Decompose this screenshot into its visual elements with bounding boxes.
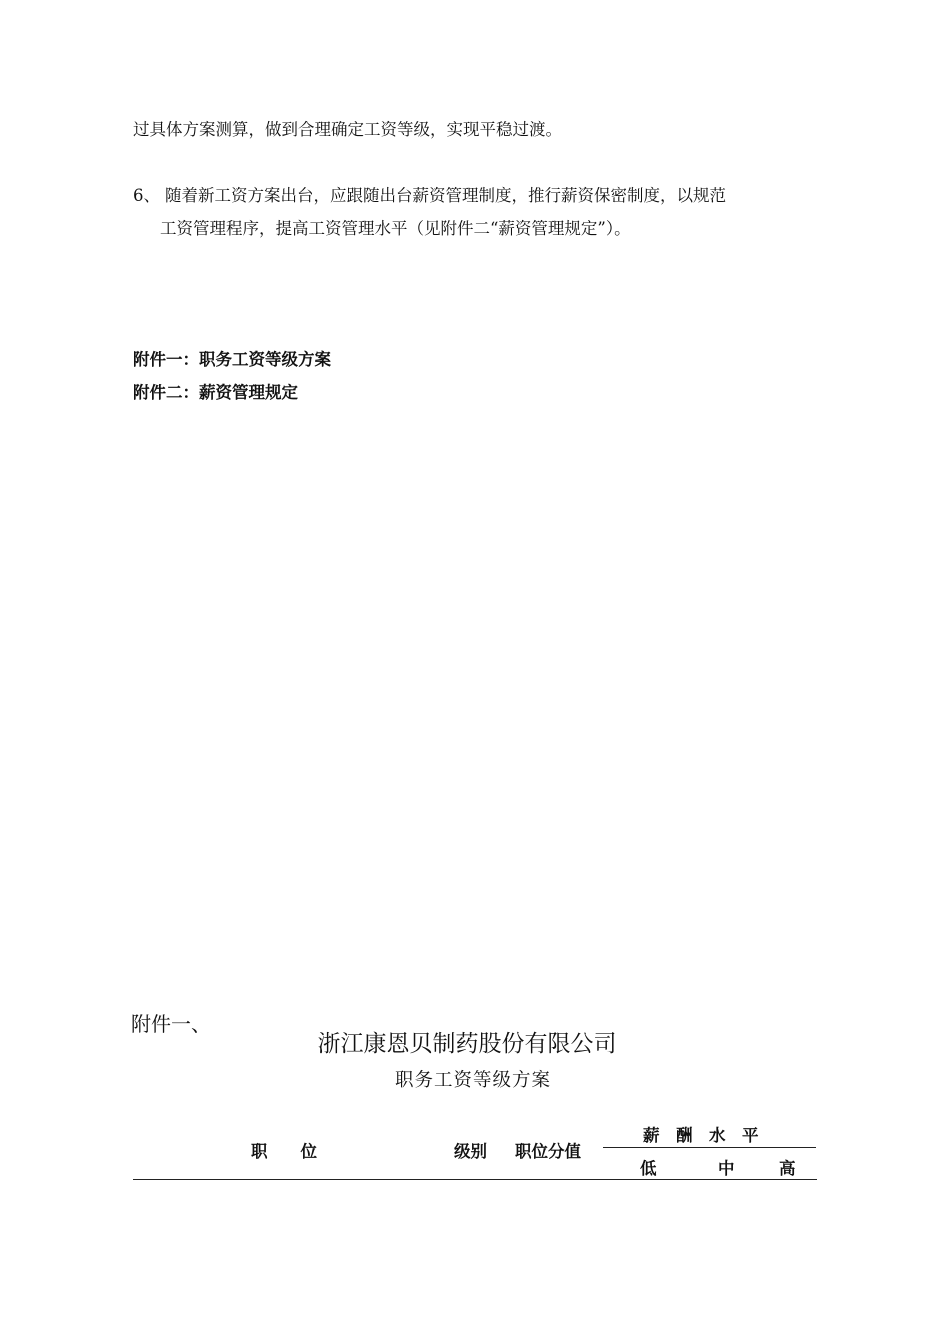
- header-mid: 中: [718, 1159, 735, 1178]
- header-position: 职 位: [251, 1142, 317, 1161]
- header-divider: [603, 1147, 816, 1148]
- header-low: 低: [640, 1159, 657, 1178]
- attachment-one-link: 附件一：职务工资等级方案: [133, 350, 331, 369]
- attachment-two-link: 附件二：薪资管理规定: [133, 383, 298, 402]
- header-high: 高: [779, 1159, 796, 1178]
- header-level: 级别: [454, 1142, 487, 1161]
- header-score: 职位分值: [515, 1142, 581, 1161]
- item-text-line1: 随着新工资方案出台，应跟随出台薪资管理制度，推行薪资保密制度，以规范: [165, 186, 726, 205]
- header-salary-level: 薪 酬 水 平: [643, 1126, 759, 1145]
- appendix-label: 附件一、: [131, 1012, 211, 1036]
- table-bottom-rule: [133, 1179, 817, 1180]
- appendix-subtitle: 职务工资等级方案: [394, 1070, 551, 1091]
- company-name: 浙江康恩贝制药股份有限公司: [317, 1031, 617, 1057]
- item-text-line2: 工资管理程序，提高工资管理水平（见附件二“薪资管理规定”）。: [160, 219, 631, 238]
- paragraph-continued: 过具体方案测算，做到合理确定工资等级，实现平稳过渡。: [133, 120, 562, 139]
- item-number: 6、: [133, 186, 160, 205]
